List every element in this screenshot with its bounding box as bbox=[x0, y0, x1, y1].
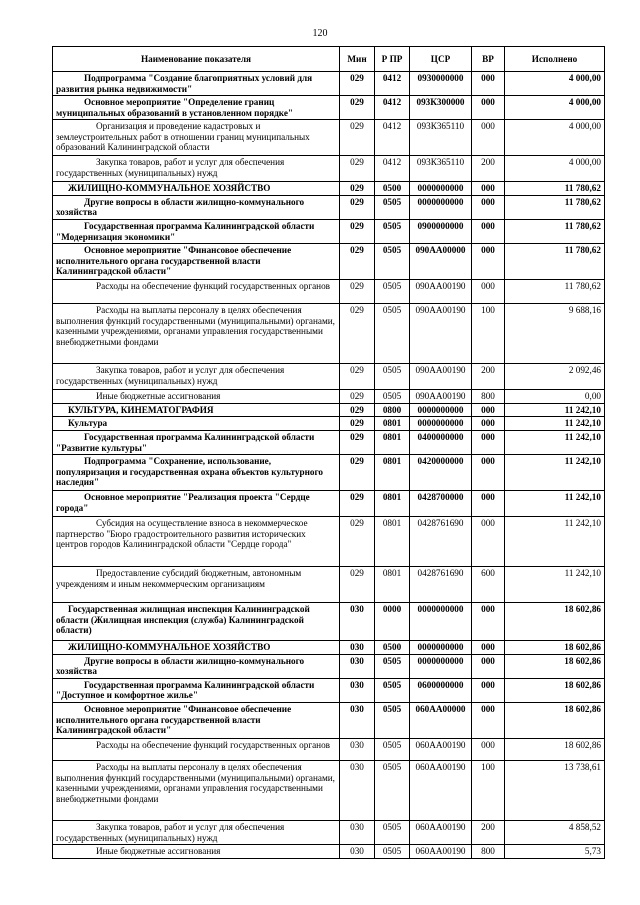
row-vr-cell: 600 bbox=[472, 567, 505, 603]
row-name-cell: Расходы на обеспечение функций государственных органов bbox=[53, 280, 340, 304]
row-vr-cell: 000 bbox=[472, 491, 505, 517]
row-min-cell: 029 bbox=[340, 455, 375, 491]
table-row bbox=[53, 280, 605, 304]
row-rpr-cell: 0500 bbox=[375, 182, 410, 196]
row-vr-cell: 800 bbox=[472, 845, 505, 859]
table-row bbox=[53, 390, 605, 404]
row-name-cell: Иные бюджетные ассигнования bbox=[53, 845, 340, 859]
row-csr-cell: 0428700000 bbox=[410, 491, 472, 517]
row-min-cell: 030 bbox=[340, 760, 375, 820]
header-csr: ЦСР bbox=[410, 47, 472, 72]
row-rpr-cell: 0801 bbox=[375, 417, 410, 431]
row-vr-cell: 000 bbox=[472, 430, 505, 454]
row-vr-cell: 000 bbox=[472, 517, 505, 567]
table-row bbox=[53, 678, 605, 702]
row-csr-cell: 090АА00000 bbox=[410, 244, 472, 280]
row-csr-cell: 090АА00190 bbox=[410, 280, 472, 304]
row-csr-cell: 060АА00000 bbox=[410, 702, 472, 738]
table-body bbox=[53, 72, 605, 859]
row-rpr-cell: 0505 bbox=[375, 220, 410, 244]
row-rpr-cell: 0505 bbox=[375, 678, 410, 702]
row-name-cell: ЖИЛИЩНО-КОММУНАЛЬНОЕ ХОЗЯЙСТВО bbox=[53, 641, 340, 655]
row-vr-cell: 000 bbox=[472, 120, 505, 156]
row-vr-cell: 100 bbox=[472, 304, 505, 364]
row-executed-cell: 11 780,62 bbox=[505, 220, 605, 244]
row-name-cell: Закупка товаров, работ и услуг для обеспечения государственных (муниципальных) нужд bbox=[53, 820, 340, 844]
row-executed-cell: 13 738,61 bbox=[505, 760, 605, 820]
row-csr-cell: 090АА00190 bbox=[410, 364, 472, 390]
row-name-cell: Подпрограмма "Создание благоприятных условий для развития рынка недвижимости" bbox=[53, 72, 340, 96]
row-csr-cell: 0600000000 bbox=[410, 678, 472, 702]
row-min-cell: 030 bbox=[340, 845, 375, 859]
row-min-cell: 029 bbox=[340, 156, 375, 182]
row-name-cell: Основное мероприятие "Реализация проекта "Сердце города" bbox=[53, 491, 340, 517]
row-csr-cell: 093К365110 bbox=[410, 156, 472, 182]
row-min-cell: 029 bbox=[340, 430, 375, 454]
table-row bbox=[53, 654, 605, 678]
row-name-cell: Предоставление субсидий бюджетным, автономным учреждениям и иным некоммерческим организациям bbox=[53, 567, 340, 603]
row-vr-cell: 000 bbox=[472, 738, 505, 760]
row-vr-cell: 000 bbox=[472, 244, 505, 280]
row-csr-cell: 0000000000 bbox=[410, 654, 472, 678]
row-vr-cell: 000 bbox=[472, 280, 505, 304]
row-executed-cell: 18 602,86 bbox=[505, 603, 605, 641]
row-name-cell: Культура bbox=[53, 417, 340, 431]
row-min-cell: 029 bbox=[340, 304, 375, 364]
row-csr-cell: 093К300000 bbox=[410, 96, 472, 120]
row-vr-cell: 000 bbox=[472, 72, 505, 96]
row-executed-cell: 4 000,00 bbox=[505, 156, 605, 182]
row-executed-cell: 11 780,62 bbox=[505, 244, 605, 280]
table-row bbox=[53, 304, 605, 364]
table-row bbox=[53, 182, 605, 196]
row-csr-cell: 090АА00190 bbox=[410, 304, 472, 364]
table-row bbox=[53, 96, 605, 120]
table-row bbox=[53, 567, 605, 603]
row-min-cell: 029 bbox=[340, 195, 375, 219]
row-name-cell: Субсидия на осуществление взноса в некоммерческое партнерство "Бюро градостроительного развития исторических центров городов Калининградской области "Сердце города" bbox=[53, 517, 340, 567]
row-rpr-cell: 0505 bbox=[375, 845, 410, 859]
row-min-cell: 029 bbox=[340, 220, 375, 244]
row-executed-cell: 11 242,10 bbox=[505, 430, 605, 454]
row-min-cell: 029 bbox=[340, 244, 375, 280]
row-rpr-cell: 0505 bbox=[375, 195, 410, 219]
header-rpr: Р ПР bbox=[375, 47, 410, 72]
row-vr-cell: 000 bbox=[472, 182, 505, 196]
row-executed-cell: 11 242,10 bbox=[505, 567, 605, 603]
row-min-cell: 030 bbox=[340, 654, 375, 678]
row-executed-cell: 11 242,10 bbox=[505, 517, 605, 567]
row-rpr-cell: 0000 bbox=[375, 603, 410, 641]
table-row bbox=[53, 702, 605, 738]
row-executed-cell: 11 242,10 bbox=[505, 455, 605, 491]
table-row bbox=[53, 738, 605, 760]
row-executed-cell: 18 602,86 bbox=[505, 702, 605, 738]
row-min-cell: 030 bbox=[340, 702, 375, 738]
row-name-cell: Государственная программа Калининградской области "Развитие культуры" bbox=[53, 430, 340, 454]
row-csr-cell: 090АА00190 bbox=[410, 390, 472, 404]
row-min-cell: 029 bbox=[340, 417, 375, 431]
row-name-cell: Основное мероприятие "Определение границ муниципальных образований в установленном порядке" bbox=[53, 96, 340, 120]
table-row bbox=[53, 195, 605, 219]
row-csr-cell: 093К365110 bbox=[410, 120, 472, 156]
row-executed-cell: 11 780,62 bbox=[505, 280, 605, 304]
table-row bbox=[53, 364, 605, 390]
table-row bbox=[53, 760, 605, 820]
row-name-cell: Расходы на обеспечение функций государственных органов bbox=[53, 738, 340, 760]
row-rpr-cell: 0801 bbox=[375, 567, 410, 603]
row-vr-cell: 000 bbox=[472, 678, 505, 702]
row-vr-cell: 000 bbox=[472, 220, 505, 244]
table-row bbox=[53, 641, 605, 655]
table-row bbox=[53, 120, 605, 156]
row-rpr-cell: 0801 bbox=[375, 455, 410, 491]
row-min-cell: 029 bbox=[340, 403, 375, 417]
row-executed-cell: 11 780,62 bbox=[505, 195, 605, 219]
row-csr-cell: 0428761690 bbox=[410, 567, 472, 603]
table-row bbox=[53, 244, 605, 280]
row-csr-cell: 0000000000 bbox=[410, 403, 472, 417]
row-vr-cell: 200 bbox=[472, 364, 505, 390]
row-rpr-cell: 0505 bbox=[375, 738, 410, 760]
header-vr: ВР bbox=[472, 47, 505, 72]
row-rpr-cell: 0412 bbox=[375, 120, 410, 156]
row-executed-cell: 11 242,10 bbox=[505, 417, 605, 431]
row-vr-cell: 000 bbox=[472, 417, 505, 431]
table-row bbox=[53, 455, 605, 491]
row-min-cell: 029 bbox=[340, 491, 375, 517]
row-rpr-cell: 0801 bbox=[375, 517, 410, 567]
row-rpr-cell: 0505 bbox=[375, 304, 410, 364]
row-rpr-cell: 0505 bbox=[375, 654, 410, 678]
table-row bbox=[53, 417, 605, 431]
row-min-cell: 029 bbox=[340, 120, 375, 156]
row-name-cell: Основное мероприятие "Финансовое обеспечение исполнительного органа государственной власти Калининградской области" bbox=[53, 244, 340, 280]
row-executed-cell: 4 000,00 bbox=[505, 120, 605, 156]
row-vr-cell: 000 bbox=[472, 654, 505, 678]
row-name-cell: Организация и проведение кадастровых и землеустроительных работ в отношении границ муниципальных образований Калининградской области bbox=[53, 120, 340, 156]
row-min-cell: 029 bbox=[340, 72, 375, 96]
table-header-row bbox=[53, 47, 605, 72]
budget-execution-table bbox=[52, 46, 605, 859]
row-csr-cell: 0400000000 bbox=[410, 430, 472, 454]
row-rpr-cell: 0505 bbox=[375, 364, 410, 390]
row-csr-cell: 0000000000 bbox=[410, 182, 472, 196]
row-name-cell: Основное мероприятие "Финансовое обеспечение исполнительного органа государственной власти Калининградской области" bbox=[53, 702, 340, 738]
row-name-cell: Государственная программа Калининградской области "Доступное и комфортное жилье" bbox=[53, 678, 340, 702]
row-csr-cell: 0000000000 bbox=[410, 603, 472, 641]
row-rpr-cell: 0505 bbox=[375, 390, 410, 404]
row-vr-cell: 200 bbox=[472, 156, 505, 182]
row-name-cell: Закупка товаров, работ и услуг для обеспечения государственных (муниципальных) нужд bbox=[53, 156, 340, 182]
table-row bbox=[53, 430, 605, 454]
table-row bbox=[53, 517, 605, 567]
row-executed-cell: 11 242,10 bbox=[505, 403, 605, 417]
row-executed-cell: 4 000,00 bbox=[505, 96, 605, 120]
table-row bbox=[53, 820, 605, 844]
row-min-cell: 030 bbox=[340, 678, 375, 702]
table-row bbox=[53, 403, 605, 417]
header-executed: Исполнено bbox=[505, 47, 605, 72]
row-csr-cell: 0428761690 bbox=[410, 517, 472, 567]
row-vr-cell: 800 bbox=[472, 390, 505, 404]
row-vr-cell: 000 bbox=[472, 195, 505, 219]
row-name-cell: Подпрограмма "Сохранение, использование, популяризация и государственная охрана объектов культурного наследия" bbox=[53, 455, 340, 491]
row-name-cell: Расходы на выплаты персоналу в целях обеспечения выполнения функций государственными (муниципальными) органами, казенными учреждениями, органами управления государственными внебюджетными фондами bbox=[53, 760, 340, 820]
row-vr-cell: 000 bbox=[472, 403, 505, 417]
row-executed-cell: 2 092,46 bbox=[505, 364, 605, 390]
row-executed-cell: 11 242,10 bbox=[505, 491, 605, 517]
row-executed-cell: 4 858,52 bbox=[505, 820, 605, 844]
row-executed-cell: 0,00 bbox=[505, 390, 605, 404]
row-executed-cell: 18 602,86 bbox=[505, 678, 605, 702]
row-min-cell: 030 bbox=[340, 738, 375, 760]
row-min-cell: 029 bbox=[340, 517, 375, 567]
row-rpr-cell: 0801 bbox=[375, 430, 410, 454]
row-executed-cell: 4 000,00 bbox=[505, 72, 605, 96]
row-executed-cell: 5,73 bbox=[505, 845, 605, 859]
row-min-cell: 029 bbox=[340, 390, 375, 404]
row-executed-cell: 9 688,16 bbox=[505, 304, 605, 364]
row-csr-cell: 0000000000 bbox=[410, 195, 472, 219]
row-vr-cell: 000 bbox=[472, 455, 505, 491]
row-csr-cell: 060АА00190 bbox=[410, 845, 472, 859]
row-rpr-cell: 0505 bbox=[375, 760, 410, 820]
row-csr-cell: 060АА00190 bbox=[410, 738, 472, 760]
row-name-cell: Государственная жилищная инспекция Калининградской области (Жилищная инспекция (служба) Калининградской области) bbox=[53, 603, 340, 641]
row-vr-cell: 000 bbox=[472, 96, 505, 120]
row-vr-cell: 000 bbox=[472, 702, 505, 738]
row-name-cell: ЖИЛИЩНО-КОММУНАЛЬНОЕ ХОЗЯЙСТВО bbox=[53, 182, 340, 196]
row-rpr-cell: 0505 bbox=[375, 244, 410, 280]
row-vr-cell: 100 bbox=[472, 760, 505, 820]
row-vr-cell: 000 bbox=[472, 603, 505, 641]
row-csr-cell: 0930000000 bbox=[410, 72, 472, 96]
header-name: Наименование показателя bbox=[53, 47, 340, 72]
row-name-cell: Расходы на выплаты персоналу в целях обеспечения выполнения функций государственными (муниципальными) органами, казенными учреждениями, органами управления государственными внебюджетными фондами bbox=[53, 304, 340, 364]
row-csr-cell: 060АА00190 bbox=[410, 760, 472, 820]
row-min-cell: 030 bbox=[340, 603, 375, 641]
row-min-cell: 030 bbox=[340, 820, 375, 844]
row-name-cell: Закупка товаров, работ и услуг для обеспечения государственных (муниципальных) нужд bbox=[53, 364, 340, 390]
row-name-cell: Другие вопросы в области жилищно-коммунального хозяйства bbox=[53, 195, 340, 219]
row-name-cell: Другие вопросы в области жилищно-коммунального хозяйства bbox=[53, 654, 340, 678]
row-min-cell: 030 bbox=[340, 641, 375, 655]
page-number: 120 bbox=[312, 28, 328, 39]
row-name-cell: Государственная программа Калининградской области "Модернизация экономики" bbox=[53, 220, 340, 244]
row-min-cell: 029 bbox=[340, 567, 375, 603]
row-executed-cell: 11 780,62 bbox=[505, 182, 605, 196]
row-csr-cell: 0000000000 bbox=[410, 641, 472, 655]
row-rpr-cell: 0505 bbox=[375, 820, 410, 844]
row-vr-cell: 200 bbox=[472, 820, 505, 844]
row-rpr-cell: 0412 bbox=[375, 72, 410, 96]
row-name-cell: Иные бюджетные ассигнования bbox=[53, 390, 340, 404]
row-executed-cell: 18 602,86 bbox=[505, 654, 605, 678]
row-csr-cell: 0420000000 bbox=[410, 455, 472, 491]
table-row bbox=[53, 603, 605, 641]
row-rpr-cell: 0505 bbox=[375, 280, 410, 304]
row-csr-cell: 0000000000 bbox=[410, 417, 472, 431]
row-rpr-cell: 0412 bbox=[375, 156, 410, 182]
row-rpr-cell: 0801 bbox=[375, 491, 410, 517]
row-rpr-cell: 0505 bbox=[375, 702, 410, 738]
header-min: Мин bbox=[340, 47, 375, 72]
table-row bbox=[53, 156, 605, 182]
table-row bbox=[53, 491, 605, 517]
row-min-cell: 029 bbox=[340, 280, 375, 304]
row-rpr-cell: 0500 bbox=[375, 641, 410, 655]
table-row bbox=[53, 72, 605, 96]
row-min-cell: 029 bbox=[340, 364, 375, 390]
table-row bbox=[53, 845, 605, 859]
row-executed-cell: 18 602,86 bbox=[505, 738, 605, 760]
table-row bbox=[53, 220, 605, 244]
row-min-cell: 029 bbox=[340, 96, 375, 120]
row-csr-cell: 060АА00190 bbox=[410, 820, 472, 844]
row-rpr-cell: 0412 bbox=[375, 96, 410, 120]
row-rpr-cell: 0800 bbox=[375, 403, 410, 417]
row-vr-cell: 000 bbox=[472, 641, 505, 655]
row-min-cell: 029 bbox=[340, 182, 375, 196]
row-executed-cell: 18 602,86 bbox=[505, 641, 605, 655]
row-name-cell: КУЛЬТУРА, КИНЕМАТОГРАФИЯ bbox=[53, 403, 340, 417]
row-csr-cell: 0900000000 bbox=[410, 220, 472, 244]
